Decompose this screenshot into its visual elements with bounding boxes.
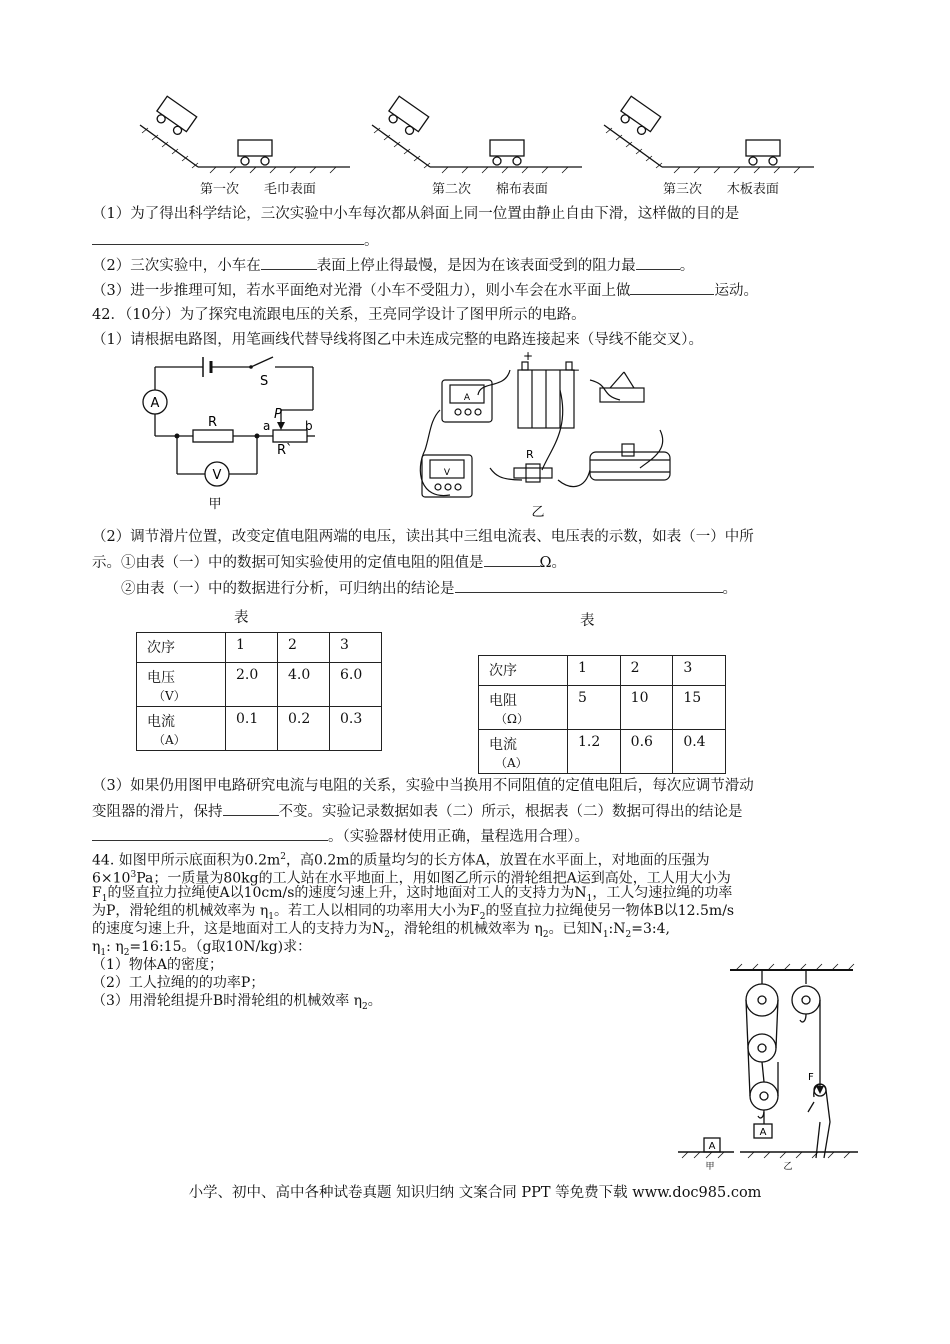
switch-label: S: [260, 374, 269, 389]
resistor-device: [514, 464, 552, 482]
pulley-figure: [678, 962, 863, 1172]
answer-blank[interactable]: [630, 280, 714, 295]
circuit-diagram: [135, 352, 330, 514]
end-b-label: b: [305, 419, 313, 433]
table-row: [137, 633, 382, 663]
device-voltmeter-label: V: [443, 468, 451, 478]
q41-part1: （1）为了得出科学结论，三次实验中小车每次都从斜面上同一位置由静止自由下滑，这样做的目的是: [92, 206, 740, 222]
force-label: F: [808, 1072, 814, 1083]
battery-plus-label: +: [523, 350, 534, 363]
caption-trial-2: 第二次 棉布表面: [432, 182, 548, 197]
table-cell: 0.2: [278, 707, 330, 751]
pulley-caption-right: 乙: [783, 1162, 793, 1172]
table-cell: 15: [673, 686, 726, 730]
apparatus-figure: [410, 350, 680, 520]
caption-trial-3: 第三次 木板表面: [663, 182, 779, 197]
table-row: [479, 730, 726, 774]
answer-blank[interactable]: [92, 230, 364, 245]
q42-title: 42．（10分）为了探究电流跟电压的关系，王亮同学设计了图甲所示的电路。: [92, 307, 586, 323]
table-cell: 次序: [479, 656, 568, 686]
table-cell: 电流 （A）: [137, 707, 226, 751]
device-ammeter-label: A: [463, 393, 471, 403]
table-cell: 5: [568, 686, 621, 730]
table-cell: 电阻 （Ω）: [479, 686, 568, 730]
q44-line2: $6\times 10^3Pa$；一质量为80kg的工人站在水平地面上，用如图乙所示的滑轮组把A运到高处，工人用大小为: [92, 870, 731, 887]
q44-question3: （3）用滑轮组提升B时滑轮组的机械效率 $\eta_2$。: [92, 993, 382, 1012]
table-cell: 电流 （A）: [479, 730, 568, 774]
table-cell: 3: [673, 656, 726, 686]
answer-blank[interactable]: [92, 826, 328, 841]
end-a-label: a: [263, 419, 271, 433]
answer-blank[interactable]: [484, 552, 540, 567]
battery-minus-label: −: [570, 363, 581, 377]
answer-blank[interactable]: [455, 578, 723, 593]
table-cell: 2: [278, 633, 330, 663]
table2-title: 表: [580, 613, 595, 629]
block-a-right-label: A: [759, 1127, 767, 1138]
ammeter-label: A: [150, 396, 160, 411]
table-cell: 0.6: [620, 730, 673, 774]
ramp-trial-1: [140, 96, 350, 173]
table-cell: 6.0: [330, 663, 382, 707]
switch-device: [600, 372, 644, 402]
table-cell: 0.1: [226, 707, 278, 751]
apparatus-caption: 乙: [531, 505, 545, 520]
answer-blank[interactable]: [223, 801, 279, 816]
table-cell: 次序: [137, 633, 226, 663]
table-cell: 电压 （V）: [137, 663, 226, 707]
table-row: [137, 707, 382, 751]
q42-part3-line3: 。（实验器材使用正确，量程选用合理）。: [92, 826, 589, 847]
circuit-caption: 甲: [208, 497, 222, 512]
q42-part3-line1: （3）如果仍用图甲电路研究电流与电阻的关系，实验中当换用不同阻值的定值电阻后，每次应调节滑动: [92, 778, 754, 794]
q44-line5: 的速度匀速上升，这是地面对工人的支持力为$N_2$，滑轮组的机械效率为 $\eta_2$。已知$N_1:N_2=3:4$,: [92, 921, 670, 940]
resistor-label: R: [208, 415, 218, 430]
voltmeter-label: V: [212, 468, 222, 483]
q44-line6: $\eta_1$: $\eta_2=16:15$。（g取10N/kg)求：: [92, 939, 312, 958]
table1: [136, 632, 382, 751]
q42-part2-line2: 示。①由表（一）中的数据可知实验使用的定值电阻的阻值是 Ω。: [92, 552, 566, 573]
table-cell: 2: [620, 656, 673, 686]
answer-blank[interactable]: [261, 255, 317, 270]
table-cell: 3: [330, 633, 382, 663]
table-cell: 0.4: [673, 730, 726, 774]
rheostat-label: R`: [277, 443, 293, 458]
table-cell: 0.3: [330, 707, 382, 751]
q42-part2-line3: ②由表（一）中的数据进行分析，可归纳出的结论是 。: [121, 578, 737, 599]
device-resistor-label: R: [526, 448, 534, 461]
ramp-trial-2: [372, 96, 582, 173]
slider-label: P: [274, 407, 282, 422]
pulley-caption-left: 甲: [705, 1162, 715, 1172]
page-footer: 小学、初中、高中各种试卷真题 知识归纳 文案合同 PPT 等免费下载 www.doc985.com: [188, 1185, 762, 1201]
q44-line1: 44. 如图甲所示底面积为$0.2m^2$，高0.2m的质量均匀的长方体A，放置在水平面上，对地面的压强为: [92, 852, 710, 869]
ramp-trial-3: [604, 96, 814, 173]
q44-line3: $F_1$的竖直拉力拉绳使A以10cm/s的速度匀速上升，这时地面对工人的支持力为$N_1$，工人匀速拉绳的功率: [92, 885, 733, 904]
q41-part1-answer: 。: [92, 230, 379, 251]
q41-part2: （2）三次实验中，小车在 表面上停止得最慢，是因为在该表面受到的阻力最 。: [92, 255, 694, 276]
caption-trial-1: 第一次 毛巾表面: [200, 182, 316, 197]
table-cell: 10: [620, 686, 673, 730]
table-row: [479, 686, 726, 730]
table-cell: 1: [568, 656, 621, 686]
q42-part3-line2: 变阻器的滑片，保持 不变。实验记录数据如表（二）所示，根据表（二）数据可得出的结论是: [92, 801, 743, 822]
battery-device: [518, 362, 574, 428]
q44-question2: （2）工人拉绳的的功率P；: [92, 975, 265, 991]
table1-title: 表: [234, 610, 249, 626]
q42-part2-line1: （2）调节滑片位置，改变定值电阻两端的电压，读出其中三组电流表、电压表的示数，如表（一）中所: [92, 529, 754, 545]
table-row: [479, 656, 726, 686]
q41-part3: （3）进一步推理可知，若水平面绝对光滑（小车不受阻力），则小车会在水平面上做 运动。: [92, 280, 758, 301]
answer-blank[interactable]: [636, 255, 680, 270]
table-cell: 1: [226, 633, 278, 663]
q44-line4: 为P，滑轮组的机械效率为 $\eta_1$。若工人以相同的功率用大小为$F_2$的竖直拉力拉绳使另一物体B以12.5m/s: [92, 903, 735, 922]
q44-question1: （1）物体A的密度；: [92, 957, 224, 973]
q42-part1: （1）请根据电路图，用笔画线代替导线将图乙中未连成完整的电路连接起来（导线不能交叉）。: [92, 332, 703, 348]
block-a-left-label: A: [708, 1141, 716, 1152]
table-cell: 1.2: [568, 730, 621, 774]
rheostat-device: [590, 444, 670, 480]
table-cell: 4.0: [278, 663, 330, 707]
table-cell: 2.0: [226, 663, 278, 707]
table2: [478, 655, 726, 774]
table-row: [137, 663, 382, 707]
